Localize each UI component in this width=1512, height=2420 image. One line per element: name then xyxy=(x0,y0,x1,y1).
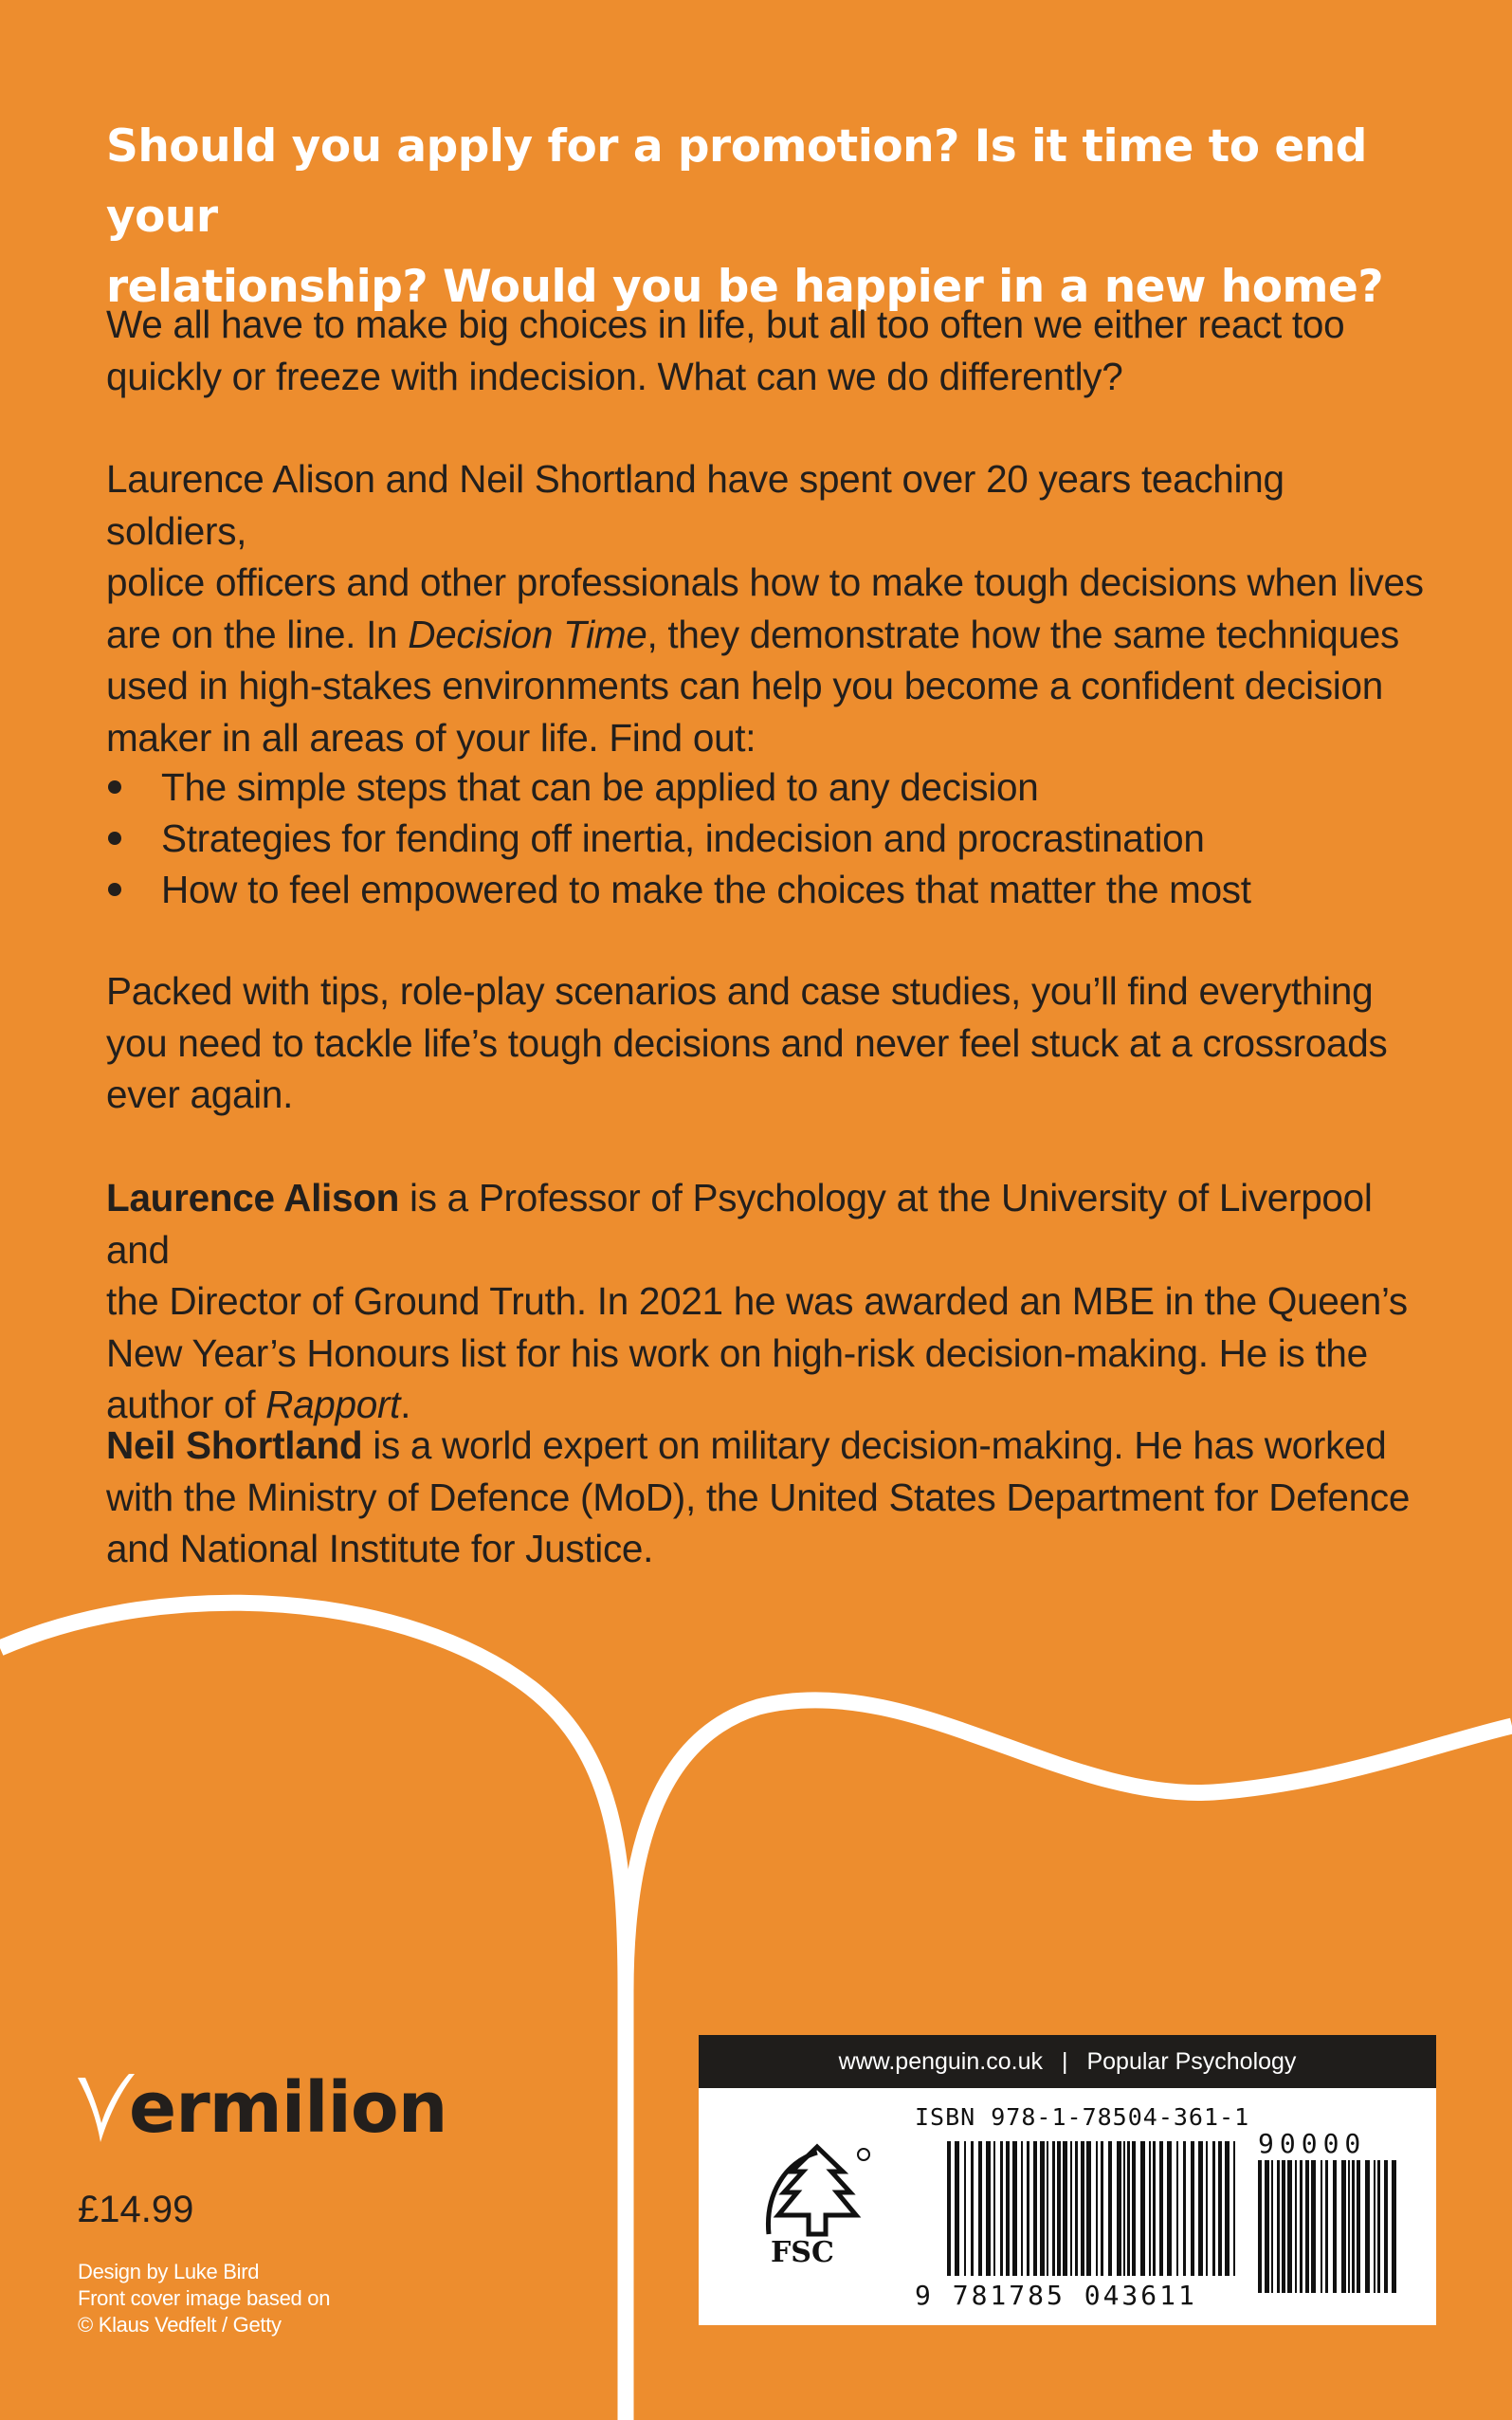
vermilion-v-icon xyxy=(76,2070,137,2146)
barcode-bar xyxy=(1325,2160,1328,2293)
book-title: Decision Time xyxy=(408,612,647,656)
barcode-bar xyxy=(1132,2141,1136,2276)
category-label: Popular Psychology xyxy=(1086,2048,1297,2075)
barcode-bar xyxy=(1218,2141,1222,2276)
barcode-bar xyxy=(1212,2141,1215,2276)
barcode-bar xyxy=(1374,2160,1375,2293)
barcode-bar xyxy=(986,2141,991,2276)
text-line: used in high-stakes environments can help you become a confident decision xyxy=(106,664,1383,707)
barcode-bar xyxy=(1348,2160,1350,2293)
barcode-bar xyxy=(1081,2141,1084,2276)
barcode-bar xyxy=(1159,2141,1163,2276)
barcode-bar xyxy=(1052,2141,1055,2276)
barcode-bar xyxy=(1167,2141,1172,2276)
bullet-item: The simple steps that can be applied to any decision xyxy=(106,761,1433,813)
headline-line: Should you apply for a promotion? Is it time to end your xyxy=(106,120,1367,243)
bullet-item: How to feel empowered to make the choices that matter the most xyxy=(106,864,1433,915)
barcode-bar xyxy=(1282,2160,1285,2293)
barcode-bar xyxy=(1108,2141,1112,2276)
text-line: police officers and other professionals how to make tough decisions when lives xyxy=(106,560,1424,604)
text-line: Packed with tips, role-play scenarios and case studies, you’ll find everything xyxy=(106,969,1374,1013)
barcode-bar xyxy=(1198,2141,1203,2276)
barcode-bar xyxy=(1033,2141,1037,2276)
barcode-bar xyxy=(1127,2141,1130,2276)
text-line: Neil Shortland is a world expert on military decision-making. He has worked xyxy=(106,1423,1387,1467)
barcode-bar xyxy=(1357,2160,1360,2293)
barcode-bar xyxy=(1265,2160,1269,2293)
text-line: We all have to make big choices in life, but all too often we either react too xyxy=(106,302,1345,346)
barcode-bar xyxy=(1365,2160,1370,2293)
credit-line: Front cover image based on xyxy=(78,2286,331,2310)
ean-barcode xyxy=(947,2141,1241,2276)
barcode-bar xyxy=(1040,2141,1045,2276)
ean-digits: 9 781785 043611 xyxy=(915,2280,1197,2311)
text-line: and National Institute for Justice. xyxy=(106,1527,654,1570)
barcode-bar xyxy=(1021,2141,1023,2276)
barcode-bar xyxy=(1176,2141,1178,2276)
barcode-bar xyxy=(1384,2160,1388,2293)
barcode-bar xyxy=(1101,2141,1103,2276)
barcode-bar xyxy=(955,2141,959,2276)
text-line: Laurence Alison and Neil Shortland have spent over 20 years teaching soldiers, xyxy=(106,457,1284,553)
credit-line: © Klaus Vedfelt / Getty xyxy=(78,2313,282,2337)
barcode-bar xyxy=(1258,2160,1262,2293)
headline-line: relationship? Would you be happier in a new home? xyxy=(106,261,1384,313)
barcode-bar xyxy=(1070,2141,1072,2276)
barcode-bar xyxy=(1287,2160,1292,2293)
barcode-bar xyxy=(1271,2160,1273,2293)
barcode-bar xyxy=(1352,2160,1355,2293)
credit-line: Design by Luke Bird xyxy=(78,2260,260,2283)
barcode-bar xyxy=(1225,2141,1230,2276)
barcode-bar xyxy=(1183,2141,1186,2276)
barcode-bar xyxy=(1305,2160,1309,2293)
barcode-box xyxy=(699,2035,1436,2325)
design-credits xyxy=(78,2259,330,2338)
barcode-bar xyxy=(1012,2141,1017,2276)
author-name: Neil Shortland xyxy=(106,1423,363,1467)
barcode-bar xyxy=(1006,2141,1010,2276)
barcode-header: www.penguin.co.uk | Popular Psychology xyxy=(699,2035,1436,2088)
isbn-label: ISBN 978-1-78504-361-1 xyxy=(915,2103,1250,2131)
barcode-bar xyxy=(1392,2160,1396,2293)
price: £14.99 xyxy=(78,2189,194,2230)
text-line: New Year’s Honours list for his work on high-risk decision-making. He is the xyxy=(106,1330,1368,1375)
barcode-bar xyxy=(1311,2160,1316,2293)
barcode-bar xyxy=(1191,2141,1194,2276)
text-line: you need to tackle life’s tough decisions and never feel stuck at a crossroads xyxy=(106,1020,1388,1065)
publisher-logo xyxy=(76,2065,446,2151)
text-line: the Director of Ground Truth. In 2021 he was awarded an MBE in the Queen’s xyxy=(106,1279,1408,1323)
barcode-bar xyxy=(1047,2141,1048,2276)
barcode-bar xyxy=(1295,2160,1297,2293)
barcode-bar xyxy=(1321,2160,1322,2293)
barcode-bar xyxy=(1149,2141,1151,2276)
text-line: with the Ministry of Defence (MoD), the United States Department for Defence xyxy=(106,1475,1411,1519)
author-name: Laurence Alison xyxy=(106,1176,400,1219)
barcode-bar xyxy=(978,2141,982,2276)
barcode-bar xyxy=(1206,2141,1208,2276)
addon-barcode xyxy=(1258,2160,1400,2293)
text-line: quickly or freeze with indecision. What can we do differently? xyxy=(106,354,1123,398)
barcode-bar xyxy=(971,2141,974,2276)
website-link: www.penguin.co.uk xyxy=(838,2048,1043,2075)
barcode-bar xyxy=(993,2141,995,2276)
barcode-bar xyxy=(1086,2141,1091,2276)
barcode-bar xyxy=(1063,2141,1067,2276)
barcode-bar xyxy=(1123,2141,1125,2276)
barcode-bar xyxy=(964,2141,966,2276)
barcode-bar xyxy=(1140,2141,1145,2276)
barcode-bar xyxy=(1117,2141,1121,2276)
barcode-bar xyxy=(1341,2160,1346,2293)
barcode-bar xyxy=(1096,2141,1098,2276)
text-line: are on the line. In Decision Time, they demonstrate how the same techniques xyxy=(106,612,1399,656)
barcode-bar xyxy=(1000,2141,1003,2276)
barcode-bar xyxy=(1377,2160,1380,2293)
barcode-bar xyxy=(1277,2160,1280,2293)
text-line: Laurence Alison is a Professor of Psychology at the University of Liverpool and xyxy=(106,1176,1373,1272)
text-line: ever again. xyxy=(106,1072,294,1116)
barcode-bar xyxy=(1300,2160,1303,2293)
barcode-bar xyxy=(1075,2141,1078,2276)
barcode-bar xyxy=(1027,2141,1029,2276)
barcode-bar xyxy=(1233,2141,1235,2276)
fsc-label: FSC xyxy=(771,2236,834,2269)
barcode-bar xyxy=(1333,2160,1337,2293)
barcode-bar xyxy=(1153,2141,1156,2276)
barcode-bar xyxy=(1057,2141,1061,2276)
book-title: Rapport xyxy=(265,1383,401,1426)
text-line: maker in all areas of your life. Find out: xyxy=(106,715,756,760)
bullet-item: Strategies for fending off inertia, indecision and procrastination xyxy=(106,813,1433,864)
text-line: author of Rapport. xyxy=(106,1383,411,1426)
addon-digits: 90000 xyxy=(1258,2128,1367,2159)
barcode-bar xyxy=(947,2141,951,2276)
right-curve xyxy=(626,1700,1512,1991)
logo-text: ermilion xyxy=(129,2067,447,2149)
